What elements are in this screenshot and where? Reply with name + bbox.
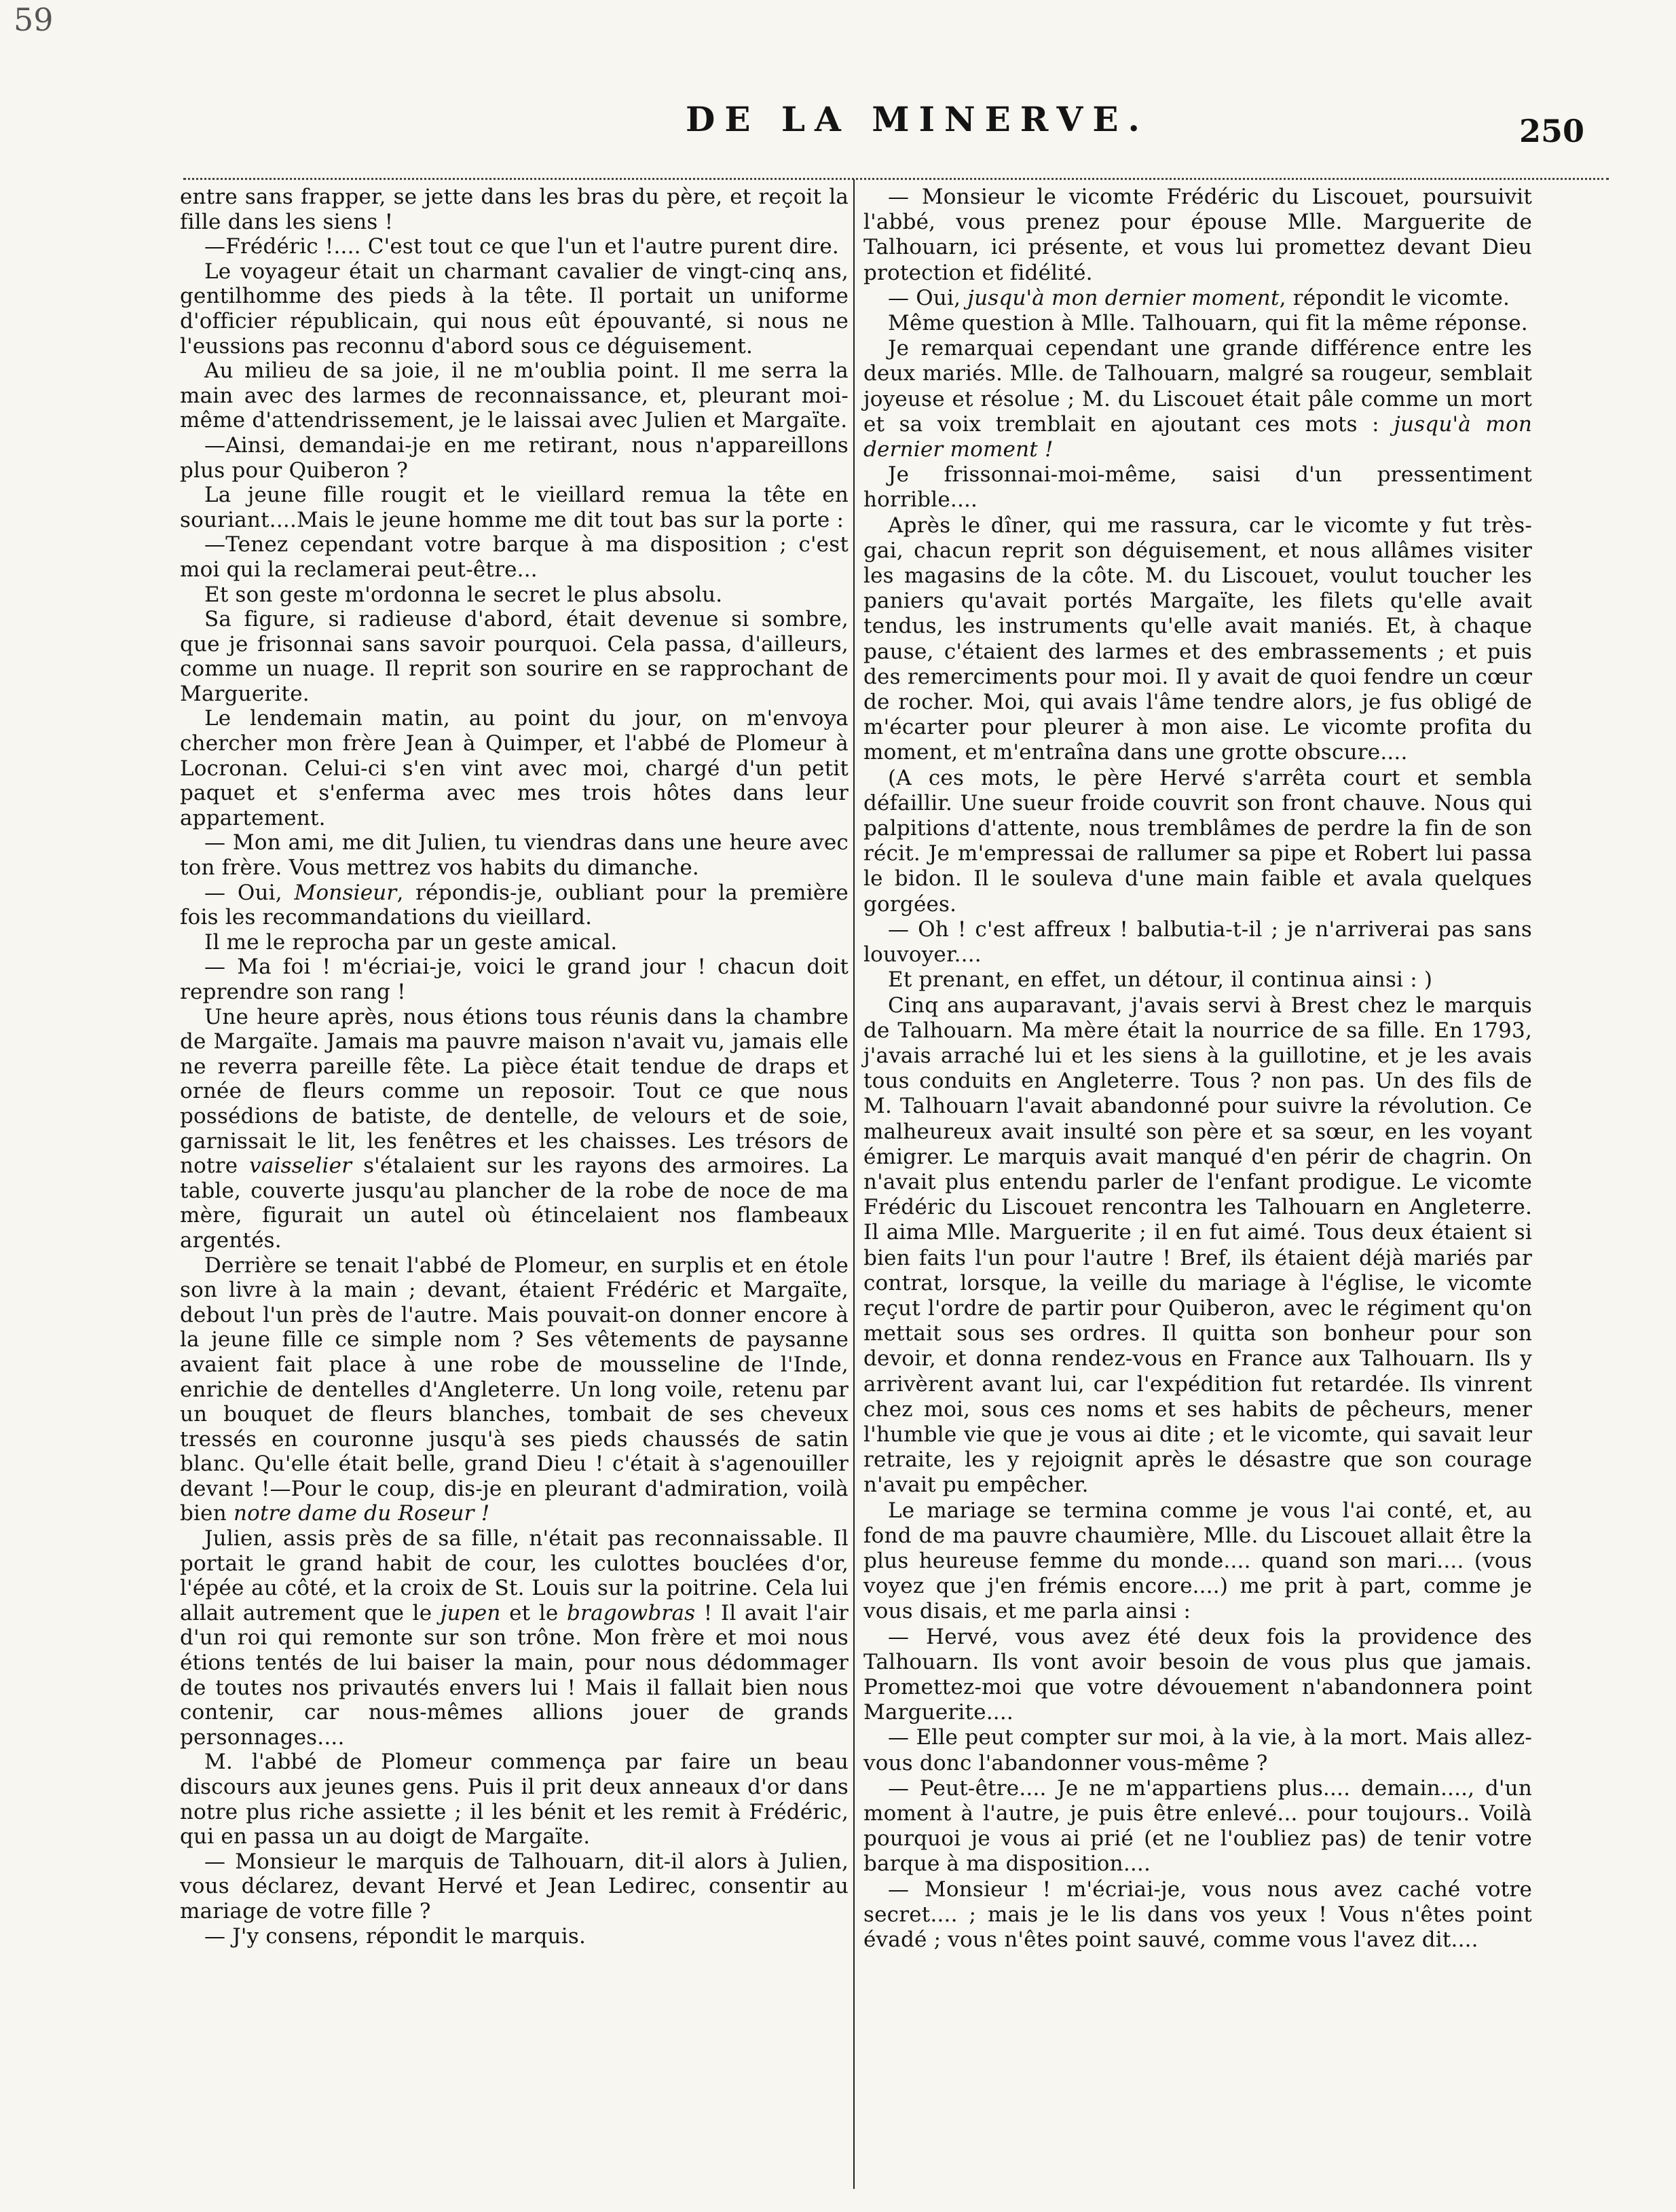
paragraph: — Monsieur le marquis de Talhouarn, dit-il alors à Julien, vous déclarez, devant Hervé et Jean Ledirec, consentir au mariage de votre fille ? bbox=[180, 1849, 849, 1923]
right-column bbox=[863, 185, 1532, 1953]
paragraph: — Oui, jusqu'à mon dernier moment, répondit le vicomte. bbox=[888, 285, 1510, 310]
paragraph: Le mariage se termina comme je vous l'ai conté, et, au fond de ma pauvre chaumière, Mlle. du Liscouet allait être la plus heureuse femme du monde.... quand son mari.... (vous voyez que j'en frémis encore....) me prit à part, comme je vous disais, et me parla ainsi : bbox=[863, 1498, 1532, 1624]
header-dotted-rule bbox=[183, 178, 1609, 180]
italic-text: jupen bbox=[440, 1600, 501, 1625]
paragraph: Et prenant, en effet, un détour, il continua ainsi : ) bbox=[888, 967, 1433, 993]
paragraph: Je remarquai cependant une grande différence entre les deux mariés. Mlle. de Talhouarn, malgré sa rougeur, semblait joyeuse et résolue ; M. du Liscouet était pâle comme un mort et sa voix tremblait en ajoutant ces mots : jusqu'à mon dernier moment ! bbox=[863, 336, 1532, 462]
italic-text: Monsieur bbox=[294, 880, 397, 905]
italic-text: jusqu'à mon dernier moment bbox=[967, 285, 1280, 310]
italic-text: notre dame du Roseur ! bbox=[233, 1501, 490, 1526]
paragraph: — Oui, Monsieur, répondis-je, oubliant pour la première fois les recommandations du vieillard. bbox=[180, 880, 849, 930]
italic-text: bragowbras bbox=[567, 1600, 696, 1625]
paragraph: Sa figure, si radieuse d'abord, était devenue si sombre, que je frisonnai sans savoir pourquoi. Cela passa, d'ailleurs, comme un nuage. Il reprit son sourire en se rapprochant de Marguerite. bbox=[180, 607, 849, 706]
paragraph: (A ces mots, le père Hervé s'arrêta court et sembla défaillir. Une sueur froide couvrit son front chauve. Nous qui palpitions d'attente, nous tremblâmes de perdre la fin de son récit. Je m'empressai de rallumer sa pipe et Robert lui passa le bidon. Il le souleva d'une main faible et avala quelques gorgées. bbox=[863, 765, 1532, 917]
italic-text: vaisselier bbox=[249, 1154, 352, 1179]
page-corner-mark: 59 bbox=[14, 1, 54, 38]
paragraph: — Monsieur le vicomte Frédéric du Liscouet, poursuivit l'abbé, vous prenez pour épouse Mlle. Marguerite de Talhouarn, ici présente, et vous lui promettez devant Dieu protection et fidélité. bbox=[863, 185, 1532, 285]
paragraph: — Oh ! c'est affreux ! balbutia-t-il ; je n'arriverai pas sans louvoyer.... bbox=[863, 917, 1532, 967]
italic-text: jusqu'à mon dernier moment ! bbox=[863, 411, 1532, 462]
paragraph: Julien, assis près de sa fille, n'était pas reconnaissable. Il portait le grand habit de cour, les culottes bouclées d'or, l'épée au côté, et la croix de St. Louis sur la poitrine. Cela lui allait autrement que le jupen et le bragowbras ! Il avait l'air d'un roi qui remonte sur son trône. Mon frère et moi nous étions tentés de lui baiser la main, pour nous dédommager de toutes nos privautés envers lui ! Mais il fallait bien nous contenir, car nous-mêmes allions jouer de grands personnages.... bbox=[180, 1526, 849, 1750]
paragraph: — J'y consens, répondit le marquis. bbox=[204, 1923, 586, 1949]
paragraph: —Tenez cependant votre barque à ma disposition ; c'est moi qui la reclamerai peut-être... bbox=[180, 532, 849, 582]
paragraph: Derrière se tenait l'abbé de Plomeur, en surplis et en étole son livre à la main ; devant, étaient Frédéric et Margaïte, debout l'un près de l'autre. Mais pouvait-on donner encore à la jeune fille ce simple nom ? Ses vêtements de paysanne avaient fait place à une robe de mousseline de l'Inde, enrichie de dentelles d'Angleterre. Un long voile, retenu par un bouquet de fleurs blanches, tombait de ses cheveux tressés en couronne jusqu'à ses pieds chaussés de satin blanc. Qu'elle était belle, grand Dieu ! c'était à s'agenouiller devant !—Pour le coup, dis-je en pleurant d'admiration, voilà bien notre dame du Roseur ! bbox=[180, 1253, 849, 1526]
paragraph: — Monsieur ! m'écriai-je, vous nous avez caché votre secret.... ; mais je le lis dans vos yeux ! Vous n'êtes point évadé ; vous n'êtes point sauvé, comme vous l'avez dit.... bbox=[863, 1877, 1532, 1953]
running-head-title: DE LA MINERVE. bbox=[686, 99, 1149, 139]
paragraph: —Ainsi, demandai-je en me retirant, nous n'appareillons plus pour Quiberon ? bbox=[180, 432, 849, 483]
page-number: 250 bbox=[1519, 113, 1585, 149]
paragraph: — Mon ami, me dit Julien, tu viendras dans une heure avec ton frère. Vous mettrez vos habits du dimanche. bbox=[180, 830, 849, 881]
paragraph: Je frissonnai-moi-même, saisi d'un pressentiment horrible.... bbox=[863, 462, 1532, 513]
paragraph: Il me le reprocha par un geste amical. bbox=[204, 929, 618, 955]
paragraph: entre sans frapper, se jette dans les bras du père, et reçoit la fille dans les siens ! bbox=[180, 185, 849, 234]
paragraph: Et son geste m'ordonna le secret le plus absolu. bbox=[204, 582, 723, 607]
paragraph: — Elle peut compter sur moi, à la vie, à la mort. Mais allez-vous donc l'abandonner vous-même ? bbox=[863, 1725, 1532, 1775]
paragraph: — Peut-être.... Je ne m'appartiens plus.... demain...., d'un moment à l'autre, je puis être enlevé... pour toujours.. Voilà pourquoi je vous ai prié (et ne l'oubliez pas) de tenir votre barque à ma disposition.... bbox=[863, 1775, 1532, 1877]
paragraph: Même question à Mlle. Talhouarn, qui fit la même réponse. bbox=[888, 311, 1528, 336]
paragraph: Le voyageur était un charmant cavalier de vingt-cinq ans, gentilhomme des pieds à la tête. Il portait un uniforme d'officier républicain, qui nous eût épouvanté, si nous ne l'eussions pas reconnu d'abord sous ce déguisement. bbox=[180, 259, 849, 358]
paragraph: Une heure après, nous étions tous réunis dans la chambre de Margaïte. Jamais ma pauvre maison n'avait vu, jamais elle ne reverra pareille fête. La pièce était tendue de draps et ornée de fleurs comme un reposoir. Tout ce que nous possédions de batiste, de dentelle, de velours et de soie, garnissait le lit, les fenêtres et les chaisses. Les trésors de notre vaisselier s'étalaient sur les rayons des armoires. La table, couverte jusqu'au plancher de la robe de noce de ma mère, figurait un autel où étincelaient nos flambeaux argentés. bbox=[180, 1004, 849, 1253]
left-column bbox=[180, 185, 849, 1949]
paragraph: Le lendemain matin, au point du jour, on m'envoya chercher mon frère Jean à Quimper, et l'abbé de Plomeur à Locronan. Celui-ci s'en vint avec moi, chargé d'un petit paquet et s'enferma avec mes trois hôtes dans leur appartement. bbox=[180, 706, 849, 830]
column-divider bbox=[853, 179, 855, 2189]
paragraph: M. l'abbé de Plomeur commença par faire un beau discours aux jeunes gens. Puis il prit deux anneaux d'or dans notre plus riche assiette ; il les bénit et les remit à Frédéric, qui en passa un au doigt de Margaïte. bbox=[180, 1750, 849, 1849]
paragraph: — Ma foi ! m'écriai-je, voici le grand jour ! chacun doit reprendre son rang ! bbox=[180, 955, 849, 1004]
paragraph: Au milieu de sa joie, il ne m'oublia point. Il me serra la main avec des larmes de reconnaissance, et, pleurant moi-même d'attendrissement, je le laissai avec Julien et Margaïte. bbox=[180, 358, 849, 433]
paragraph: Cinq ans auparavant, j'avais servi à Brest chez le marquis de Talhouarn. Ma mère était la nourrice de sa fille. En 1793, j'avais arraché lui et les siens à la guillotine, et je les avais tous conduits en Angleterre. Tous ? non pas. Un des fils de M. Talhouarn l'avait abandonné pour suivre la révolution. Ce malheureux avait insulté son père et sa sœur, en les voyant émigrer. Le marquis avait manqué d'en périr de chagrin. On n'avait plus entendu parler de l'enfant prodigue. Le vicomte Frédéric du Liscouet rencontra les Talhouarn en Angleterre. Il aima Mlle. Marguerite ; il en fut aimé. Tous deux étaient si bien faits l'un pour l'autre ! Bref, ils étaient déjà mariés par contrat, lorsque, la veille du mariage à l'église, le vicomte reçut l'ordre de partir pour Quiberon, avec le régiment qu'on mettait sous ses ordres. Il quitta son bonheur pour son devoir, et donna rendez-vous en France aux Talhouarn. Ils y arrivèrent avant lui, car l'expédition fut retardée. Ils vinrent chez moi, sous ces noms et ses habits de pêcheurs, mener l'humble vie que je vous ai dite ; et le vicomte, qui savait leur retraite, les y rejoignit après le désastre que son courage n'avait pu empêcher. bbox=[863, 993, 1532, 1498]
paragraph: —Frédéric !.... C'est tout ce que l'un et l'autre purent dire. bbox=[204, 234, 839, 259]
paragraph: — Hervé, vous avez été deux fois la providence des Talhouarn. Ils vont avoir besoin de vous plus que jamais. Promettez-moi que votre dévouement n'abandonnera point Marguerite.... bbox=[863, 1624, 1532, 1725]
paragraph: Après le dîner, qui me rassura, car le vicomte y fut très-gai, chacun reprit son déguisement, et nous allâmes visiter les magasins de la côte. M. du Liscouet, voulut toucher les paniers qu'avait portés Margaïte, les filets qu'elle avait tendus, les instruments qu'elle avait maniés. Et, à chaque pause, c'étaient des larmes et des embrassements ; et puis des remerciments pour moi. Il y avait de quoi fendre un cœur de rocher. Moi, qui avais l'âme tendre alors, je fus obligé de m'écarter pour pleurer à mon aise. Le vicomte profita du moment, et m'entraîna dans une grotte obscure.... bbox=[863, 513, 1532, 765]
paragraph: La jeune fille rougit et le vieillard remua la tête en souriant....Mais le jeune homme me dit tout bas sur la porte : bbox=[180, 483, 849, 532]
